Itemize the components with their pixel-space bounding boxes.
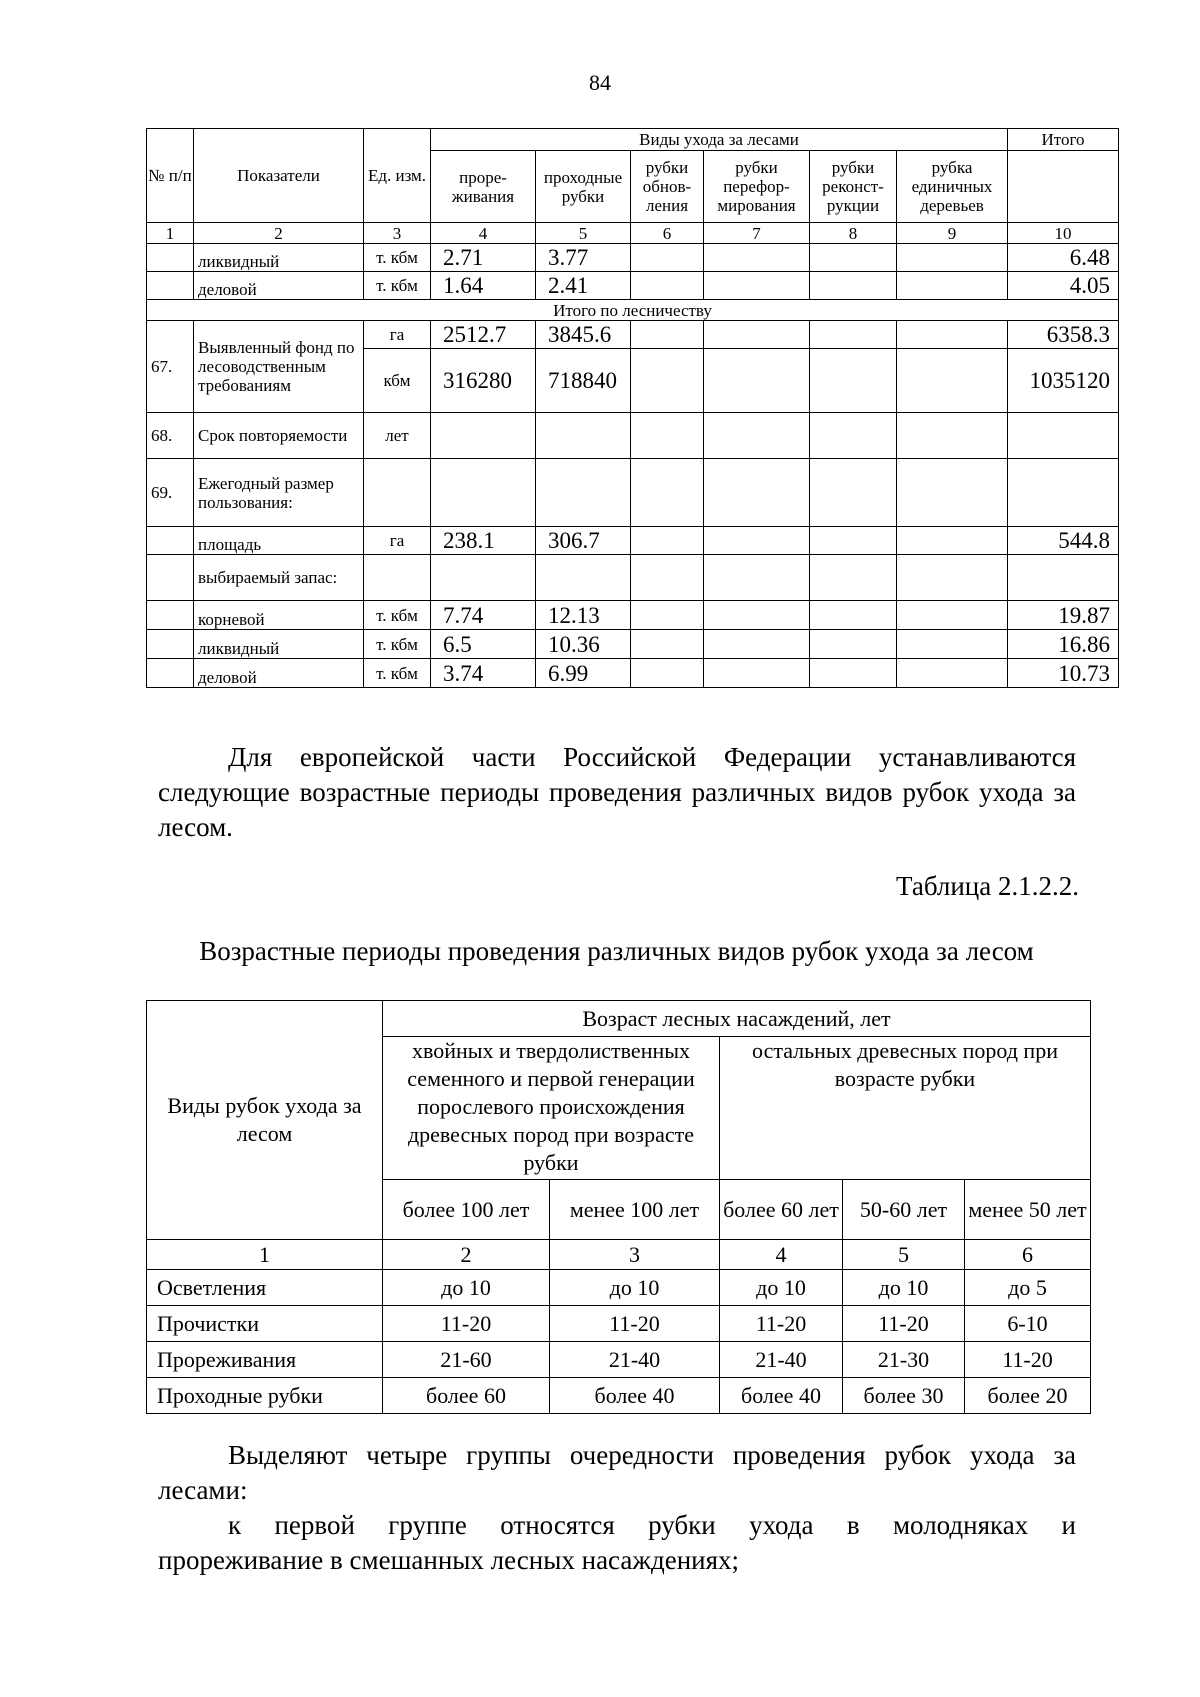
row-number: 69.: [147, 459, 194, 527]
header-conifer-group: хвойных и твердолиственных семенного и первой генерации порослевого происхождения древесных пород при возрасте рубки: [383, 1037, 720, 1180]
row-value: 11-20: [383, 1306, 550, 1342]
subheader-50-60: 50-60 лет: [843, 1180, 965, 1240]
forestry-total-heading: Итого по лесничеству: [147, 300, 1119, 321]
table-row: [147, 527, 1119, 555]
row-name: деловой: [194, 659, 364, 688]
table-row: [147, 1306, 1091, 1342]
header-total-empty: [1008, 151, 1119, 223]
row-name: выбираемый запас:: [194, 555, 364, 601]
col-number: 7: [704, 223, 810, 244]
row-unit: га: [364, 321, 431, 349]
row-total: 19.87: [1008, 601, 1119, 630]
col-number: 6: [631, 223, 704, 244]
row-value: до 10: [843, 1270, 965, 1306]
row-total: 16.86: [1008, 630, 1119, 659]
subheader-over-60: более 60 лет: [720, 1180, 843, 1240]
header-indicators: Показатели: [194, 129, 364, 223]
age-periods-table: [146, 1000, 1091, 1414]
col-number: 3: [364, 223, 431, 244]
table-row: [147, 1378, 1091, 1414]
row-name: площадь: [194, 527, 364, 555]
col-number: 8: [810, 223, 897, 244]
paragraph-line: прореживание в смешанных лесных насаждениях;: [158, 1545, 740, 1575]
row-value: более 60: [383, 1378, 550, 1414]
row-value: 6-10: [965, 1306, 1091, 1342]
page-number: 84: [589, 70, 611, 95]
row-name: деловой: [194, 272, 364, 300]
table-row: [147, 1270, 1091, 1306]
col-number: 3: [550, 1240, 720, 1270]
row-value-col5: 3.77: [536, 244, 631, 272]
col-number: 2: [383, 1240, 550, 1270]
col-number: 9: [897, 223, 1008, 244]
table-row: [147, 459, 1119, 527]
col-number: 1: [147, 1240, 383, 1270]
table-row: [147, 555, 1119, 601]
table-row: [147, 272, 1119, 300]
row-value: до 5: [965, 1270, 1091, 1306]
row-care-type: Проходные рубки: [147, 1378, 383, 1414]
header-other-group: остальных древесных пород при возрасте рубки: [720, 1037, 1091, 1180]
row-total: 1035120: [1008, 349, 1119, 413]
row-name: Срок повторяемости: [194, 413, 364, 459]
col-number: 5: [536, 223, 631, 244]
row-value: до 10: [550, 1270, 720, 1306]
row-unit: т. кбм: [364, 630, 431, 659]
row-number: 68.: [147, 413, 194, 459]
row-unit: га: [364, 527, 431, 555]
col-number: 10: [1008, 223, 1119, 244]
table-row: [147, 1342, 1091, 1378]
row-unit: кбм: [364, 349, 431, 413]
row-total: 544.8: [1008, 527, 1119, 555]
row-total: 6358.3: [1008, 321, 1119, 349]
row-name: Выявленный фонд по лесоводственным требованиям: [194, 321, 364, 413]
row-name: ликвидный: [194, 630, 364, 659]
header-total: Итого: [1008, 129, 1119, 151]
header-type-reconstruction: рубки реконст-рукции: [810, 151, 897, 223]
row-value-col5: 10.36: [536, 630, 631, 659]
col-number: 1: [147, 223, 194, 244]
header-type-renewal: рубки обнов-ления: [631, 151, 704, 223]
row-care-type: Прореживания: [147, 1342, 383, 1378]
row-value: 11-20: [843, 1306, 965, 1342]
paragraph-line: Выделяют четыре группы очередности проведения рубок ухода за: [228, 1440, 1076, 1470]
row-value: 21-30: [843, 1342, 965, 1378]
row-unit: т. кбм: [364, 601, 431, 630]
row-value: до 10: [383, 1270, 550, 1306]
header-age-group: Возраст лесных насаждений, лет: [383, 1001, 1091, 1037]
row-value-col5: 718840: [536, 349, 631, 413]
subheader-over-100: более 100 лет: [383, 1180, 550, 1240]
row-unit: т. кбм: [364, 272, 431, 300]
table-row: [147, 413, 1119, 459]
forest-care-indicators-table: [146, 128, 1119, 688]
table-number: Таблица 2.1.2.2.: [896, 871, 1079, 901]
row-value-col5: 306.7: [536, 527, 631, 555]
row-value: 11-20: [550, 1306, 720, 1342]
table-caption: Возрастные периоды проведения различных видов рубок ухода за лесом: [199, 936, 1034, 966]
row-value-col4: 2512.7: [431, 321, 536, 349]
row-value-col5: 3845.6: [536, 321, 631, 349]
row-value-col4: 2.71: [431, 244, 536, 272]
row-value: до 10: [720, 1270, 843, 1306]
header-type-reformation: рубки перефор-мирования: [704, 151, 810, 223]
row-value: 21-60: [383, 1342, 550, 1378]
row-value-col4: 7.74: [431, 601, 536, 630]
row-value-col4: 3.74: [431, 659, 536, 688]
table-row: [147, 659, 1119, 688]
row-value: 21-40: [550, 1342, 720, 1378]
row-value: более 40: [550, 1378, 720, 1414]
table-row: [147, 244, 1119, 272]
table-row: [147, 601, 1119, 630]
row-value: более 20: [965, 1378, 1091, 1414]
row-value: 11-20: [720, 1306, 843, 1342]
paragraph-intro: Для европейской части Российской Федерации устанавливаются следующие возрастные периоды проведения различных видов рубок ухода за лесом.: [158, 742, 1076, 842]
row-value-col4: 316280: [431, 349, 536, 413]
row-value-col5: 2.41: [536, 272, 631, 300]
row-value-col5: 6.99: [536, 659, 631, 688]
row-name: корневой: [194, 601, 364, 630]
table-row: [147, 630, 1119, 659]
row-unit: т. кбм: [364, 244, 431, 272]
row-value: более 40: [720, 1378, 843, 1414]
header-care-types-group: Виды ухода за лесами: [431, 129, 1008, 151]
row-unit: т. кбм: [364, 659, 431, 688]
header-type-thinning: проре-живания: [431, 151, 536, 223]
row-unit: лет: [364, 413, 431, 459]
row-care-type: Осветления: [147, 1270, 383, 1306]
row-name: ликвидный: [194, 244, 364, 272]
row-total: 10.73: [1008, 659, 1119, 688]
subheader-under-50: менее 50 лет: [965, 1180, 1091, 1240]
col-number: 2: [194, 223, 364, 244]
row-value: 21-40: [720, 1342, 843, 1378]
row-name: Ежегодный размер пользования:: [194, 459, 364, 527]
row-total: 4.05: [1008, 272, 1119, 300]
paragraph-groups: [158, 1438, 1076, 1578]
header-type-passage: проходные рубки: [536, 151, 631, 223]
row-value-col4: 6.5: [431, 630, 536, 659]
row-number: 67.: [147, 321, 194, 413]
paragraph-line: к первой группе относятся рубки ухода в молодняках и: [228, 1510, 1076, 1540]
col-number: 5: [843, 1240, 965, 1270]
header-care-types: Виды рубок ухода за лесом: [147, 1001, 383, 1240]
header-type-single-trees: рубка единичных деревьев: [897, 151, 1008, 223]
row-care-type: Прочистки: [147, 1306, 383, 1342]
subheader-under-100: менее 100 лет: [550, 1180, 720, 1240]
table-row: [147, 321, 1119, 349]
col-number: 4: [720, 1240, 843, 1270]
col-number: 4: [431, 223, 536, 244]
row-value-col5: 12.13: [536, 601, 631, 630]
row-total: 6.48: [1008, 244, 1119, 272]
row-value-col4: 238.1: [431, 527, 536, 555]
header-unit: Ед. изм.: [364, 129, 431, 223]
row-value: более 30: [843, 1378, 965, 1414]
row-value: 11-20: [965, 1342, 1091, 1378]
col-number: 6: [965, 1240, 1091, 1270]
header-num: № п/п: [147, 129, 194, 223]
paragraph-line: лесами:: [158, 1475, 248, 1505]
row-value-col4: 1.64: [431, 272, 536, 300]
